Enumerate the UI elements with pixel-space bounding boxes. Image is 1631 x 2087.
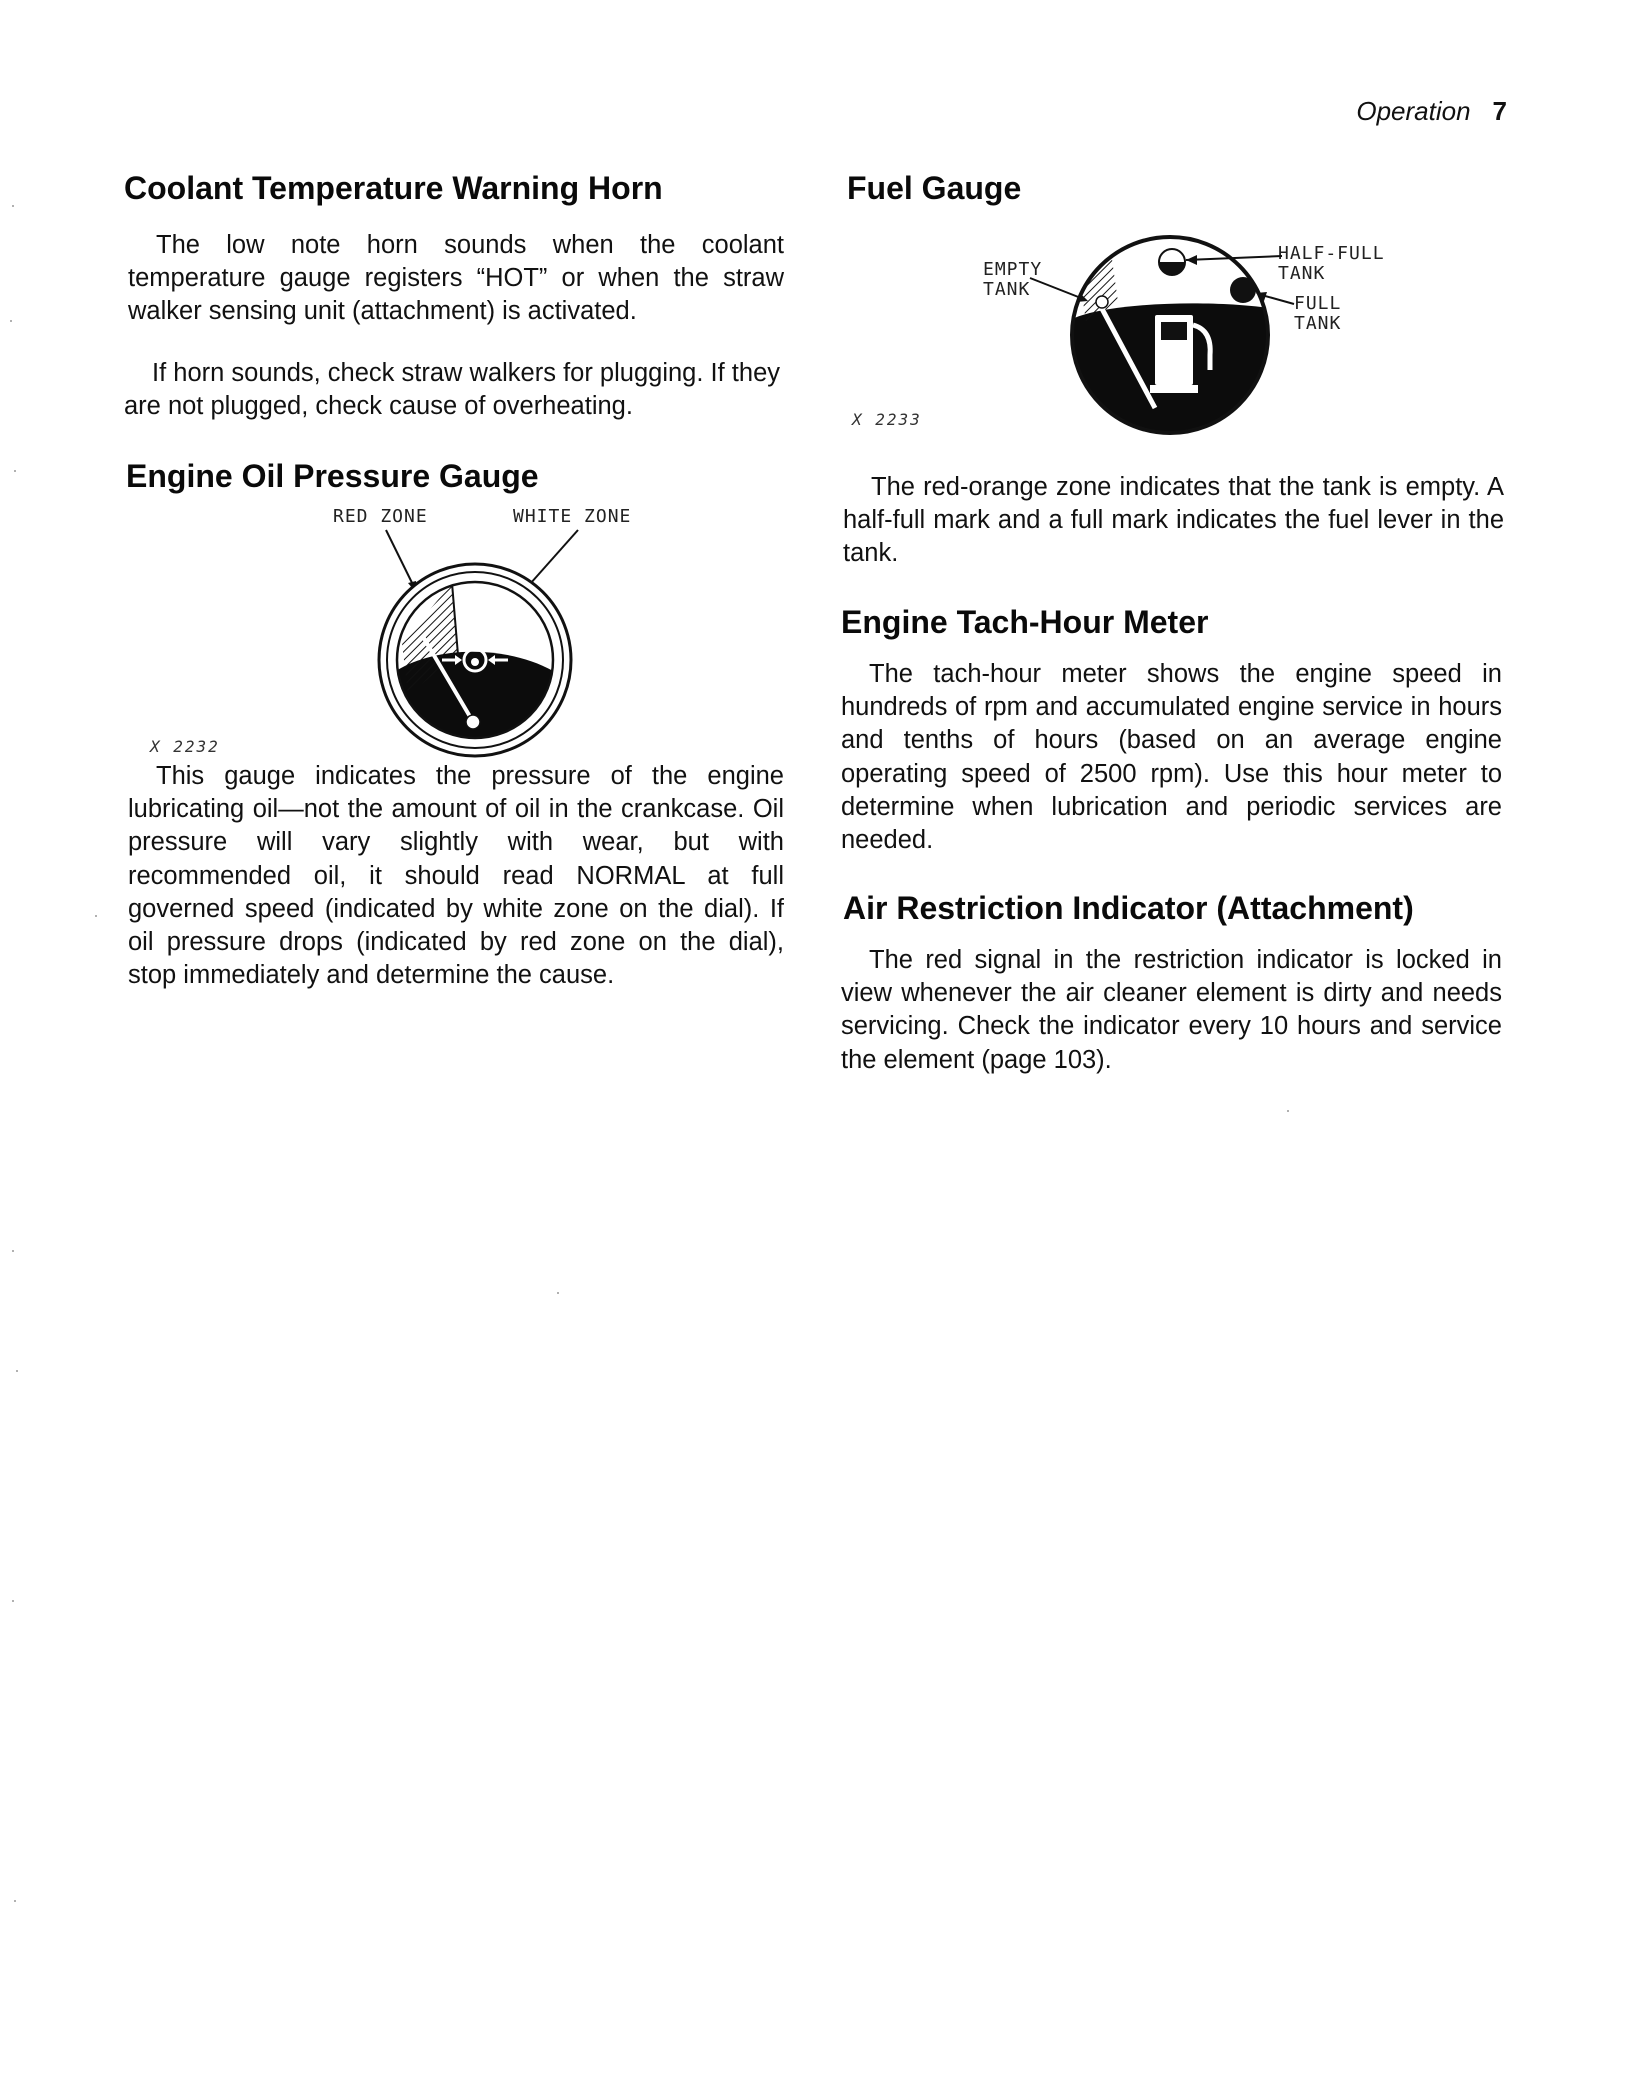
oil-figure-number: X 2232 — [150, 737, 220, 756]
fuel-figure-number: X 2233 — [852, 410, 922, 429]
scan-speck — [12, 1600, 14, 1602]
page-number: 7 — [1492, 96, 1507, 126]
half-full-tank-label-line2: TANK — [1278, 263, 1326, 284]
oil-pressure-paragraph: This gauge indicates the pressure of the engine lubricating oil—not the amount of oil in the crankcase. Oil pressure will vary slightly with wear, but with recommended oil, it should read NORMAL at full governed speed (indicated by white zone on the dial). If oil pressure drops (indicated by red zone on the dial), stop immediately and determine the cause. — [128, 762, 784, 990]
empty-tank-label-line2: TANK — [983, 279, 1031, 300]
scan-speck — [12, 205, 14, 207]
running-head — [1356, 96, 1507, 127]
scan-speck — [557, 1292, 559, 1294]
oil-pressure-heading: Engine Oil Pressure Gauge — [126, 458, 539, 494]
fuel-gauge-illustration — [1040, 230, 1330, 440]
scan-speck — [16, 1370, 18, 1372]
air-restriction-paragraph: The red signal in the restriction indicator is locked in view whenever the air cleaner element is dirty and needs servicing. Check the indicator every 10 hours and service the element (page 103). — [841, 946, 1502, 1074]
red-zone-label: RED ZONE — [333, 506, 428, 527]
half-full-tank-label-line1: HALF-FULL — [1278, 243, 1385, 264]
scan-speck — [14, 1900, 16, 1902]
scan-speck — [1287, 1110, 1289, 1112]
scan-speck — [12, 1250, 14, 1252]
scan-speck — [10, 320, 12, 322]
scan-speck — [14, 470, 16, 472]
tach-hour-meter-paragraph: The tach-hour meter shows the engine speed in hundreds of rpm and accumulated engine service in hours and tenths of hours (based on an average engine operating speed of 2500 rpm). Use this hour meter to determine when lubrication and periodic services are needed. — [841, 660, 1502, 855]
white-zone-label: WHITE ZONE — [513, 506, 632, 527]
fuel-gauge-paragraph: The red-orange zone indicates that the tank is empty. A half-full mark and a full mark indicates the fuel lever in the tank. — [843, 473, 1504, 568]
full-tank-label-line2: TANK — [1294, 313, 1342, 334]
tach-hour-meter-heading: Engine Tach-Hour Meter — [841, 604, 1209, 640]
empty-tank-label-line1: EMPTY — [983, 259, 1043, 280]
coolant-horn-heading: Coolant Temperature Warning Horn — [124, 170, 663, 206]
section-name: Operation — [1356, 96, 1471, 126]
fuel-gauge-heading: Fuel Gauge — [847, 170, 1022, 206]
oil-pressure-gauge-illustration — [360, 525, 590, 755]
coolant-horn-paragraph-1: The low note horn sounds when the coolant temperature gauge registers “HOT” or when the straw walker sensing unit (attachment) is activated. — [128, 231, 784, 326]
full-tank-label-line1: FULL — [1294, 293, 1342, 314]
coolant-horn-paragraph-2: If horn sounds, check straw walkers for plugging. If they are not plugged, check cause of overheating. — [124, 359, 780, 421]
scan-speck — [95, 915, 97, 917]
air-restriction-heading: Air Restriction Indicator (Attachment) — [843, 890, 1414, 926]
